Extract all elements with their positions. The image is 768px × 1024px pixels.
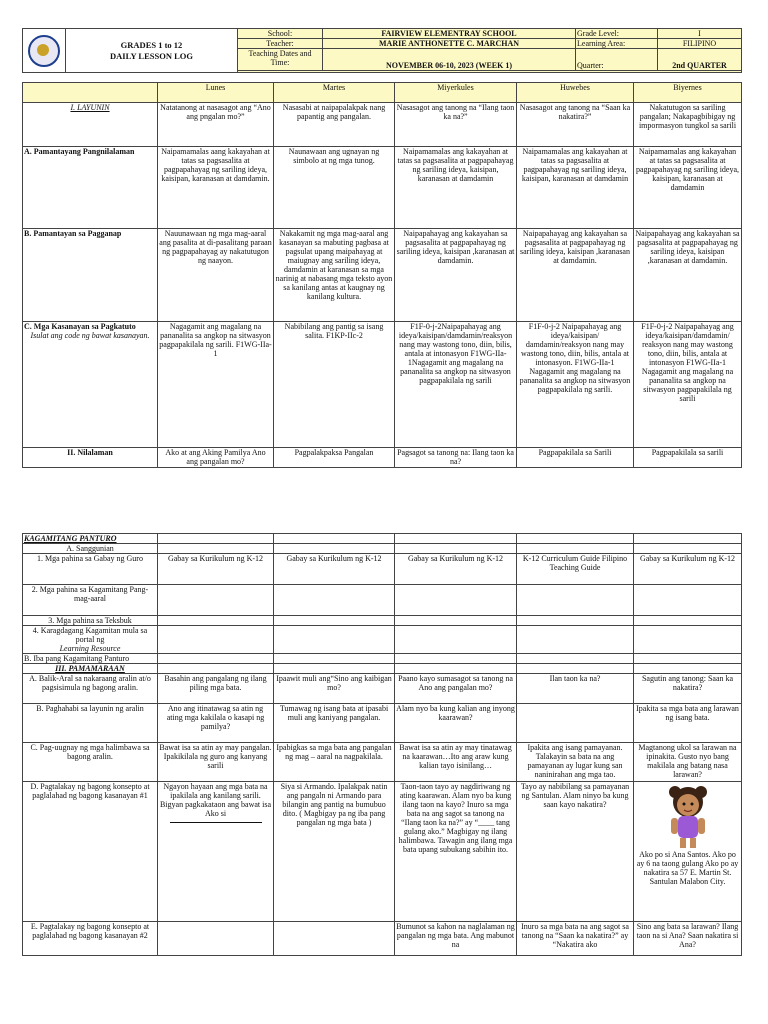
cell: F1F-0-j-2Naipapahayag ang ideya/kaisipan/damdamin/reaksyon nang may wastong tono, diin, bilis, antala at intonasyon F1WG-IIa-1Nagagamit ang magalang na pananalita sa angkop na sitwasyon pagpapakilala ng sarili <box>395 322 517 448</box>
row-kasanayan <box>23 322 742 448</box>
deped-seal-logo <box>23 29 66 73</box>
cell: Pagsagot sa tanong na: Ilang taon ka na? <box>395 448 517 468</box>
cell: Ipakita ang isang pamayanan. Talakayin sa bata na ang pamayanan ay lugar kung san naninirahan ang mga tao. <box>517 743 634 782</box>
row-layunin <box>23 103 742 147</box>
cell: F1F-0-j-2 Naipapahayag ang ideya/kaisipan/damdamin/ reaksyon nang may wastong tono, diin, bilis, antala at intonasyon F1WG-IIa-1 Nagagamit ang magalang na pananalita sa angkop na sitwasyon pagpapakilala ng sarili <box>634 322 742 448</box>
school-label: School: <box>238 29 323 39</box>
cell: Pagpapakilala sa sarili <box>634 448 742 468</box>
row-label: I. LAYUNIN <box>23 103 158 147</box>
cell: Ipakita sa mga bata ang larawan ng isang bata. <box>634 704 742 743</box>
cell: Gabay sa Kurikulum ng K-12 <box>158 554 274 585</box>
cell: Ano ang itinatawag sa atin ng ating mga kakilala o kasapi ng pamilya? <box>158 704 274 743</box>
cell <box>158 922 274 956</box>
area-label: Learning Area: <box>576 39 658 49</box>
quarter-value: 2nd QUARTER <box>658 49 742 71</box>
cell: Nabibilang ang pantig sa isang salita. F1KP-IIc-2 <box>274 322 395 448</box>
cell: Sagutin ang tanong: Saan ka nakatira? <box>634 674 742 704</box>
cell: Tayo ay nabibilang sa pamayanan ng Santulan. Alam ninyo ba kung saan kayo nakatira? <box>517 782 634 922</box>
row-label: 2. Mga pahina sa Kagamitang Pang-mag-aaral <box>23 585 158 616</box>
cell: Naunawaan ang ugnayan ng simbolo at ng mga tunog. <box>274 147 395 229</box>
cell: Nakakamit ng mga mag-aaral ang kasanayan sa mabuting pagbasa at pagsulat upang maipahayag at maiugnay ang sariling ideya, damdamin at karanasan sa mga narinig at nabasang mga teksto ayon sa kanilang antas at kaugnay ng kanilang kultura. <box>274 229 395 322</box>
school-value: FAIRVIEW ELEMENTRAY SCHOOL <box>323 29 576 39</box>
row-label: 1. Mga pahina sa Gabay ng Guro <box>23 554 158 585</box>
cell: Bawat isa sa atin ay may tinatawag na kaarawan…Ito ang araw kung kalian tayo isinilang… <box>395 743 517 782</box>
day-thursday: Huwebes <box>517 83 634 103</box>
cell: Ako po si Ana Santos. Ako po ay 6 na taong gulang Ako po ay nakatira sa 57 E. Martin St. Santulan Malabon City. <box>636 850 739 886</box>
cell: Tumawag ng isang bata at ipasabi muli ang kaniyang pangalan. <box>274 704 395 743</box>
cell: Bumunot sa kahon na naglalaman ng pangalan ng mga bata. Ang mabunot na <box>395 922 517 956</box>
cell: Naipamamalas ang kakayahan at tatas sa pagsasalita at pagpapahayag ng sariling ideya, kaisipan, karanasan at damdamin <box>517 147 634 229</box>
grade-value: I <box>658 29 742 39</box>
row-label: B. Iba pang Kagamitang Panturo <box>23 654 158 664</box>
row-label: 4. Karagdagang Kagamitan mula sa portal ng <box>32 626 148 644</box>
cell: Naipapahayag ang kakayahan sa pagsasalita at pagpapahayag ng sariling ideya, kaisipan ,karanasan at damdamin. <box>395 229 517 322</box>
row-pagtalakay-1 <box>23 782 742 922</box>
cell: Natatanong at nasasagot ang “Ano ang pngalan mo?” <box>158 103 274 147</box>
sanggunian-heading: A. Sanggunian <box>23 544 158 554</box>
row-label: 3. Mga pahina sa Teksbuk <box>23 616 158 626</box>
row-gabay-guro <box>23 554 742 585</box>
day-tuesday: Martes <box>274 83 395 103</box>
cell: Pagpalakpaksa Pangalan <box>274 448 395 468</box>
cell: Naipapahayag ang kakayahan sa pagsasalita at pagpapahayag ng sariling ideya, kaisipan ,karanasan at damdamin. <box>634 229 742 322</box>
row-balik-aral <box>23 674 742 704</box>
day-wednesday: Miyerkules <box>395 83 517 103</box>
cell: Ipabigkas sa mga bata ang pangalan ng mag – aaral na nagpakilala. <box>274 743 395 782</box>
row-label: C. Pag-uugnay ng mga halimbawa sa bagong aralin. <box>23 743 158 782</box>
procedure-table <box>22 533 742 956</box>
blank-line <box>170 822 262 823</box>
cell: Nasasabi at naipapalakpak nang papantig ang pangalan. <box>274 103 395 147</box>
day-monday: Lunes <box>158 83 274 103</box>
row-label: A. Pamantayang Pangnilalaman <box>23 147 158 229</box>
row-pag-uugnay <box>23 743 742 782</box>
cell: Ipaawit muli ang“Sino ang kaibigan mo? <box>274 674 395 704</box>
cell: Magtanong ukol sa larawan na ipinakita. Gusto nyo bang makilala ang batang nasa larawan? <box>634 743 742 782</box>
cell: Inuro sa mga bata na ang sagot sa tanong na “Saan ka nakatira?” ay “Nakatira ako <box>517 922 634 956</box>
cell: Taon-taon tayo ay nagdiriwang ng ating kaarawan. Alam nyo ba kung ilang taon na kayo? Inuro sa mga bata na ang sagot sa tanong na “Ilang taon ka na?” ay “____ tang gulang ako.” Magbigay ng ilang halimbawa. Tawagin ang ilang mga bata upang subukang sabihin ito. <box>395 782 517 922</box>
cell <box>517 704 634 743</box>
day-friday: Biyernes <box>634 83 742 103</box>
teacher-value: MARIE ANTHONETTE C. MARCHAN <box>323 39 576 49</box>
title-line-2: DAILY LESSON LOG <box>110 50 193 61</box>
cell: Nasasagot ang tanong na “Saan ka nakatira?” <box>517 103 634 147</box>
dates-label: Teaching Dates and Time: <box>238 49 323 71</box>
row-pamantayan-sa-pagganap <box>23 229 742 322</box>
cell: Naipamamalas ang kakayahan at tatas sa pagsasalita at pagpapahayag ng sariling ideya, kaisipan, karanasan at damdamin <box>634 147 742 229</box>
dates-value: NOVEMBER 06-10, 2023 (WEEK 1) <box>323 49 576 71</box>
row-label-italic: Learning Resource <box>59 644 121 653</box>
row-nilalaman <box>23 448 742 468</box>
grade-label: Grade Level: <box>576 29 658 39</box>
row-label: C. Mga Kasanayan sa Pagkatuto <box>24 322 136 331</box>
cell: Naipapahayag ang kakayahan sa pagsasalita at pagpapahayag ng sariling ideya, kaisipan ,karanasan at damdamin. <box>517 229 634 322</box>
row-sublabel: Isulat ang code ng bawat kasanayan. <box>30 331 150 340</box>
row-label: E. Pagtalakay ng bagong konsepto at paglalahad ng bagong kasanayan #2 <box>23 922 158 956</box>
cell: K-12 Curriculum Guide Filipino Teaching Guide <box>517 554 634 585</box>
row-pagtalakay-2 <box>23 922 742 956</box>
cell: Naipamamalas ang kakayahan at tatas sa pagsasalita at pagpapahayag ng sariling ideya, kaisipan, karanasan at damdamin <box>395 147 517 229</box>
teacher-label: Teacher: <box>238 39 323 49</box>
cell: Nakatutugon sa sariling pangalan; Nakapagbibigay ng impormasyon tungkol sa sarili <box>634 103 742 147</box>
quarter-label: Quarter: <box>576 49 658 71</box>
row-label: B. Pamantayan sa Pagganap <box>23 229 158 322</box>
cell: Nauunawaan ng mga mag-aaral ang pasalita at di-pasalitang paraan ng pagpapahayag ay nakatutugon ng naayon. <box>158 229 274 322</box>
cell: Paano kayo sumasagot sa tanong na Ano ang pangalan mo? <box>395 674 517 704</box>
cell: Naipamamalas aang kakayahan at tatas sa pagsasalita at pagpapahayag ng sariling ideya, kaisipan, karanasan at damdamin. <box>158 147 274 229</box>
cell: F1F-0-j-2 Naipapahayag ang ideya/kaisipan/ damdamin/reaksyon nang may wastong tono, diin, bilis, antala at intonasyon. F1WG-IIa-1 Nagagamit ang magalang na pananalita sa angkop na sitwasyon pagpapakilala ng sarili. <box>517 322 634 448</box>
row-paghahabi <box>23 704 742 743</box>
cell: Siya si Armando. Ipalakpak natin ang pangaln ni Armando para bilangin ang pantig na bumubuo dito. ( Magbigay pa ng iba pang pangalan ng mga bata ) <box>274 782 395 922</box>
objectives-table <box>22 82 742 468</box>
row-label: D. Pagtalakay ng bagong konsepto at paglalahad ng bagong kasanayan #1 <box>23 782 158 922</box>
cell: Nasasagot ang tanong na “Ilang taon ka na?” <box>395 103 517 147</box>
cell: Nagagamit ang magalang na pananalita sa angkop na sitwasyon pagpapakilala ng sarili. F1WG-IIa-1 <box>158 322 274 448</box>
row-label: A. Balik-Aral sa nakaraang aralin at/o pagsisimula ng bagong aralin. <box>23 674 158 704</box>
cell: Ako si <box>204 809 227 818</box>
pamamaraan-heading: III. PAMAMARAAN <box>23 664 158 674</box>
row-label: B. Paghahabi sa layunin ng aralin <box>23 704 158 743</box>
cell: Ako at ang Aking Pamilya Ano ang pangalan mo? <box>158 448 274 468</box>
row-pamantayang-pangnilalaman <box>23 147 742 229</box>
cell: Bawat isa sa atin ay may pangalan. Ipakikilala ng guro ang kanyang sarili <box>158 743 274 782</box>
header-table <box>22 28 742 73</box>
girl-illustration <box>658 784 718 850</box>
cell: Alam nyo ba kung kalian ang inyong kaarawan? <box>395 704 517 743</box>
row-label: II. Nilalaman <box>23 448 158 468</box>
area-value: FILIPINO <box>658 39 742 49</box>
cell: Ilan taon ka na? <box>517 674 634 704</box>
kagamitan-heading: KAGAMITANG PANTURO <box>23 534 158 544</box>
title-line-1: GRADES 1 to 12 <box>120 39 183 50</box>
cell: Gabay sa Kurikulum ng K-12 <box>634 554 742 585</box>
cell: Basahin ang pangalang ng ilang piling mga bata. <box>158 674 274 704</box>
cell: Gabay sa Kurikulum ng K-12 <box>274 554 395 585</box>
cell: Sino ang bata sa larawan? Ilang taon na si Ana? Saan nakatira si Ana? <box>634 922 742 956</box>
cell: Gabay sa Kurikulum ng K-12 <box>395 554 517 585</box>
cell: Pagpapakilala sa Sarili <box>517 448 634 468</box>
cell: Ngayon hayaan ang mga bata na ipakilala ang kanilang sarili. Bigyan pagkakataon ang bawat isa <box>159 782 272 809</box>
cell <box>274 922 395 956</box>
